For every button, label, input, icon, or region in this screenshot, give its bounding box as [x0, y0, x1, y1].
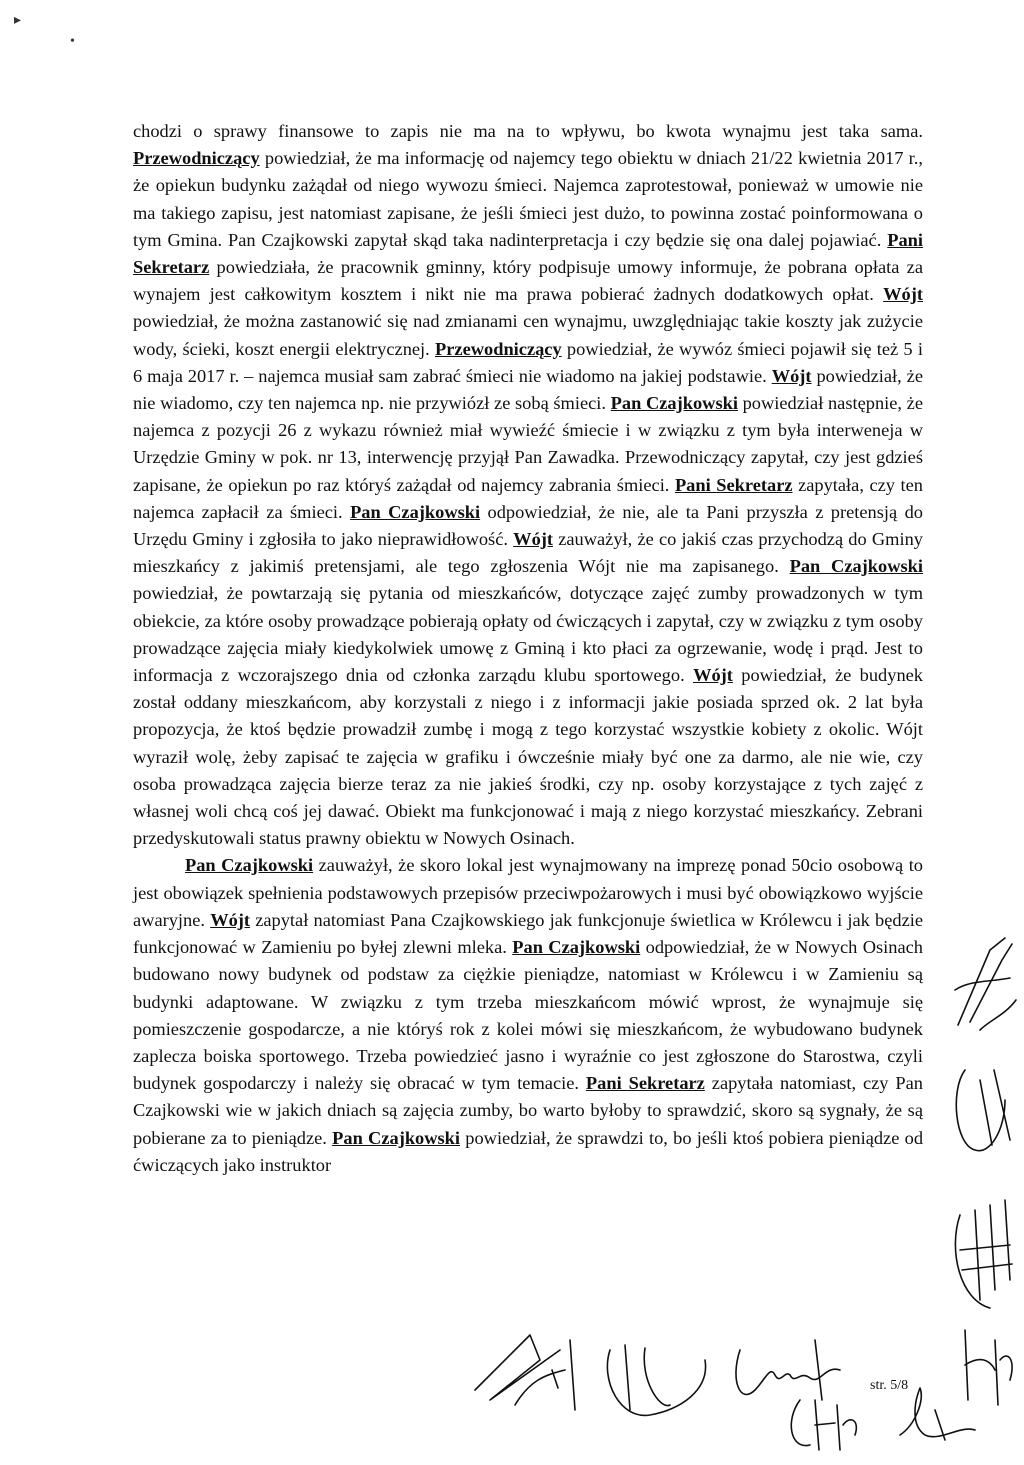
- text-run: chodzi o sprawy finansowe to zapis nie ma na to wpływu, bo kwota wynajmu jest taka sama.: [133, 121, 923, 141]
- signature-bottom-2: [600, 1340, 715, 1425]
- speaker-name: Pani Sekretarz: [585, 1073, 705, 1094]
- text-run: zapytała, czy ten najemca zapłacił za śmieci.: [133, 474, 924, 522]
- speaker-name: Pan Czajkowski: [332, 1127, 461, 1148]
- speaker-name: Przewodniczący: [133, 148, 260, 169]
- speaker-name: Pani Sekretarz: [133, 229, 923, 278]
- text-run: zauważył, że co jakiś czas przychodzą do Gminy mieszkańcy z jakimiś pretensjami, ale tego zgłoszenia Wójt nie ma zapisanego.: [133, 529, 923, 577]
- paragraph-1: [133, 118, 923, 852]
- paragraph-2: [133, 852, 923, 1178]
- signature-bottom-1: [470, 1320, 590, 1415]
- text-run: powiedział, że powtarzają się pytania od mieszkańców, dotyczące zajęć zumby prowadzonych w tym obiekcie, za które osoby prowadzące pobierają opłaty od ćwiczących i zapytał, czy w związku z tym osoby prowadzące zajęcia miały kiedykolwiek umowę z Gminą i kto płaci za ogrzewanie, wodę i prąd. Jest to informacja z wczorajszego dnia od członka zarządu klubu sportowego.: [133, 583, 923, 686]
- speaker-name: Pan Czajkowski: [610, 393, 738, 414]
- scan-mark: ▸: [14, 13, 22, 28]
- text-run: powiedział, że wywóz śmieci pojawił się też 5 i 6 maja 2017 r. – najemca musiał sam zabrać śmieci nie wiadomo na jakiej podstawie.: [133, 338, 923, 386]
- speaker-name: Pani Sekretarz: [674, 474, 793, 495]
- speaker-name: Wójt: [693, 665, 733, 686]
- signature-initials-1: [950, 930, 1020, 1040]
- speaker-name: Wójt: [210, 909, 251, 930]
- speaker-name: Przewodniczący: [435, 338, 562, 359]
- signature-initials-3: [950, 1190, 1020, 1320]
- signature-bottom-4: [785, 1395, 865, 1455]
- text-run: powiedział, że budynek został oddany mieszkańcom, aby korzystali z niego i z informacji jakie posiada sprzed ok. 2 lat była propozycja, że ktoś będzie prowadził zumbę i mogą z tego korzystać wszystkie kobiety z okolic. Wójt wyraził wolę, żeby zapisać te zajęcia w grafiku i ówcześnie miały być one za darmo, ale nie wie, czy osoba prowadząca zajęcia bierze teraz za nie jakieś środki, czy np. osoby korzystające z tych zajęć z własnej woli chcą coś jej dawać. Obiekt ma funkcjonować i mają z niego korzystać mieszkańcy. Zebrani przedyskutowali status prawny obiektu w Nowych Osinach.: [133, 665, 924, 849]
- page-number: str. 5/8: [870, 1378, 909, 1393]
- text-run: powiedział, że sprawdzi to, bo jeśli ktoś pobiera pieniądze od ćwiczących jako instruktor: [133, 1127, 924, 1175]
- speaker-name: Wójt: [883, 284, 923, 305]
- text-run: powiedziała, że pracownik gminny, który podpisuje umowy informuje, że pobrana opłata za wynajem jest całkowitym kosztem i nikt nie ma prawa pobierać żadnych dodatkowych opłat.: [133, 257, 923, 305]
- speaker-name: Pan Czajkowski: [350, 501, 481, 522]
- text-run: powiedział, że nie wiadomo, czy ten najemca np. nie przywiózł ze sobą śmieci.: [133, 365, 923, 414]
- text-run: powiedział, że ma informację od najemcy tego obiektu w dniach 21/22 kwietnia 2017 r., że opiekun budynku zażądał od niego wywozu śmieci. Najemca zaprotestował, ponieważ w umowie nie ma takiego zapisu, jest natomiast zapisane, że jeśli śmieci jest dużo, to powinna zostać poinformowana o tym Gmina. Pan Czajkowski zapytał skąd taka nadinterpretacja i czy będzie się ona dalej pojawiać.: [133, 148, 923, 250]
- text-run: zapytał natomiast Pana Czajkowskiego jak funkcjonuje świetlica w Królewcu i jak będzie funkcjonować w Zamieniu po byłej zlewni mleka.: [133, 909, 923, 958]
- text-run: powiedział, że można zastanowić się nad zmianami cen wynajmu, uwzględniając takie koszty jak zużycie wody, ścieki, koszt energii elektrycznej.: [133, 311, 923, 359]
- speaker-name: Pan Czajkowski: [512, 937, 641, 958]
- speaker-name: Pan Czajkowski: [185, 855, 314, 876]
- speaker-name: Wójt: [771, 365, 812, 386]
- speaker-name: Pan Czajkowski: [789, 556, 924, 577]
- text-run: powiedział następnie, że najemca z pozycji 26 z wykazu również miał wywieźć śmiecie i w związku z tym była interweneja w Urzędzie Gminy w pok. nr 13, interwencję przyjął Pan Zawadka. Przewodniczący zapytał, czy jest gdzieś zapisane, że opiekun po raz któryś zażądał od najemcy zabrania śmieci.: [133, 393, 923, 495]
- text-run: zapytała natomiast, czy Pan Czajkowski wie w jakich dniach są zajęcia zumby, bo warto byłoby to sprawdzić, skoro są sygnały, że są pobierane za to pieniądze.: [133, 1073, 924, 1148]
- body-text: [133, 118, 923, 1179]
- text-run: odpowiedział, że w Nowych Osinach budowano nowy budynek od podstaw za ciężkie pieniądze, natomiast w Królewcu i w Zamieniu są budynki adaptowane. W związku z tym trzeba mieszkańcom mówić wprost, że wynajmuje się pomieszczenie gospodarcze, a nie któryś rok z kolei mówi się mieszkańcom, że wybudowano budynek zaplecza boiska sportowego. Trzeba powiedzieć jasno i wyraźnie co jest zgłoszone do Starostwa, czyli budynek gospodarczy i należy się obracać w tym temacie.: [133, 937, 923, 1094]
- speaker-name: Wójt: [513, 529, 554, 550]
- signature-initials-2: [950, 1050, 1020, 1160]
- text-run: odpowiedział, że nie, ale ta Pani przyszła z pretensją do Urzędu Gminy i zgłosiła to jako nieprawidłowość.: [133, 501, 923, 550]
- text-run: zauważył, że skoro lokal jest wynajmowany na imprezę ponad 50cio osobową to jest obowiązek spełnienia podstawowych przepisów przeciwpożarowych i musi być obowiązkowo wyjście awaryjne.: [133, 855, 923, 930]
- scan-mark: •: [70, 34, 75, 49]
